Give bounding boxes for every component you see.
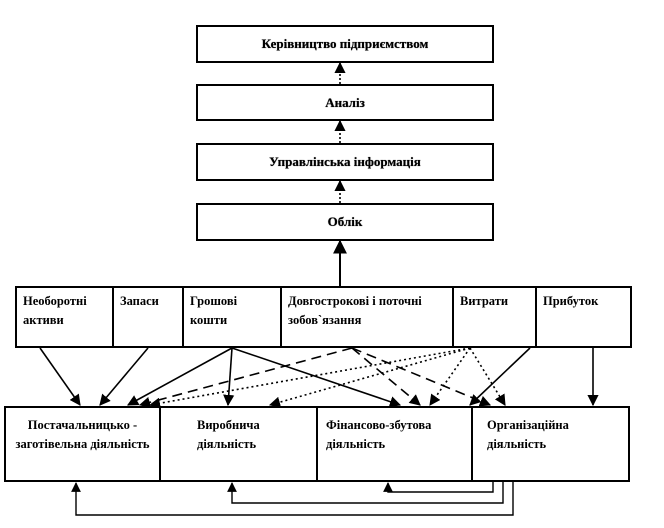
activity-procurement: Постачальницько - заготівельна діяльність: [6, 408, 161, 480]
object-liabilities: Довгострокові і поточні зобов`язання: [282, 288, 454, 346]
object-profit: Прибуток: [543, 294, 599, 308]
management-label: Керівництво підприємством: [261, 36, 429, 51]
accounting-label: Облік: [327, 214, 363, 229]
arrow-expenses-to-procurement: [150, 348, 470, 405]
arrow-liabilities-to-financial: [352, 348, 420, 405]
management-info-label: Управлінська інформація: [269, 154, 421, 169]
arrow-liabilities-to-procurement: [140, 348, 352, 405]
arrow-expenses-to-financial: [430, 348, 470, 405]
object-expenses: Витрати: [454, 288, 537, 346]
arrow-cash-to-procurement: [128, 348, 232, 405]
arrow-assets-to-procurement: [40, 348, 80, 405]
arrow-cash-to-financial: [232, 348, 400, 405]
analysis-label: Аналіз: [325, 94, 365, 110]
activity-financial-sales: Фінансово-збутова діяльність: [318, 408, 473, 480]
arrow-expenses-to-production: [270, 348, 470, 405]
activity-organizational: Організаційна діяльність: [487, 418, 569, 451]
object-cash: Грошові кошти: [184, 288, 282, 346]
feedback-organizational-to-financial: [388, 482, 493, 492]
arrow-inventories-to-procurement: [100, 348, 148, 405]
activity-production: Виробнича діяльність: [161, 408, 318, 480]
object-non-current-assets: Необоротні активи: [17, 288, 114, 346]
feedback-organizational-to-procurement: [76, 482, 513, 515]
object-inventories: Запаси: [114, 288, 184, 346]
arrow-cash-to-production: [228, 348, 232, 405]
